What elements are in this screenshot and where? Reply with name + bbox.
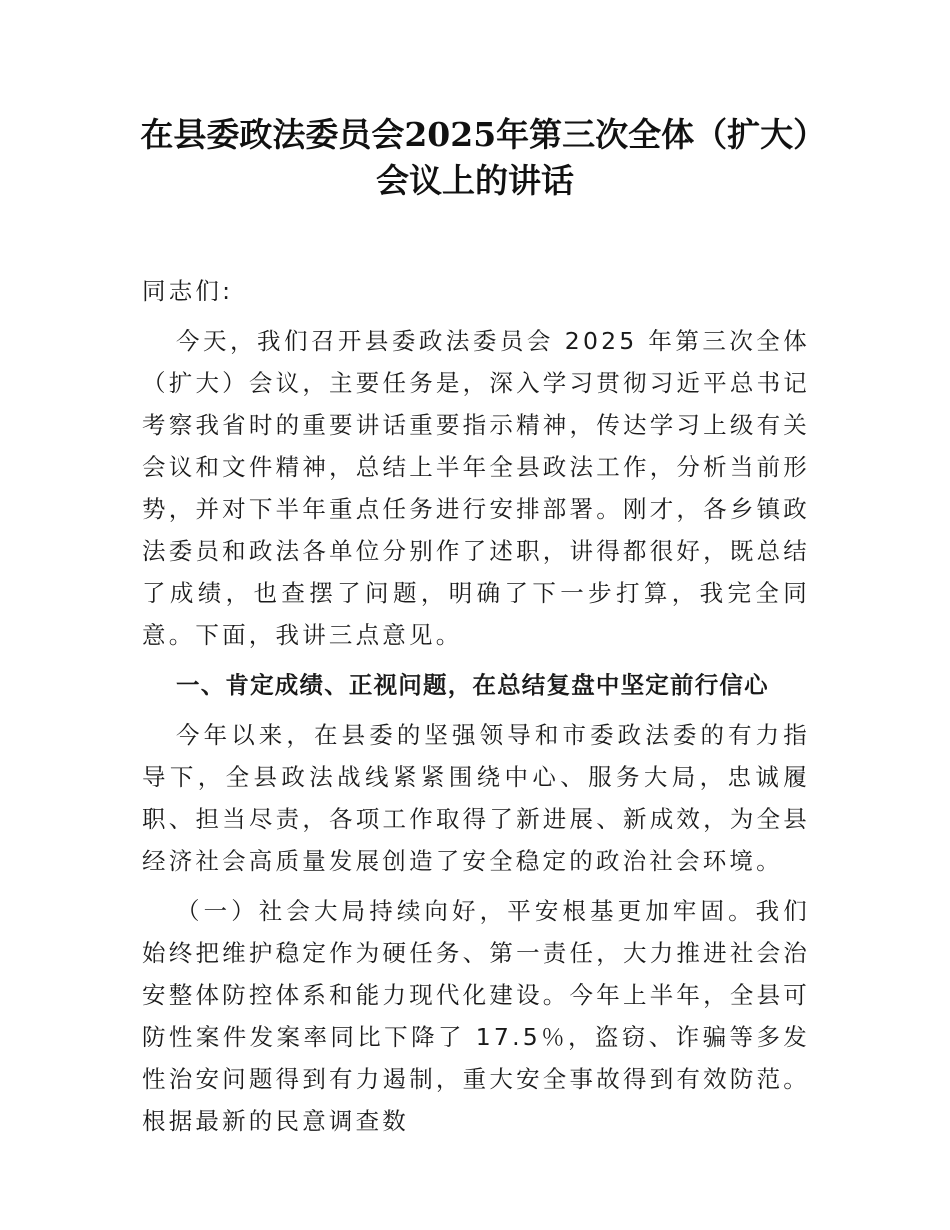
salutation: 同志们: [142,277,234,305]
document-title: 在县委政法委员会2025年第三次全体（扩大）会议上的讲话 [140,115,810,200]
section-heading: 一、肯定成绩、正视问题，在总结复盘中坚定前行信心 [176,671,769,699]
document-body [142,270,810,1142]
intro-paragraph: 今天，我们召开县委政法委员会 2025 年第三次全体（扩大）会议，主要任务是，深入学习贯彻习近平总书记考察我省时的重要讲话重要指示精神，传达学习上级有关会议和文件精神，总结上半年全县政法工作，分析当前形势，并对下半年重点任务进行安排部署。刚才，各乡镇政法委员和政法各单位分别作了述职，讲得都很好，既总结了成绩，也查摆了问题，明确了下一步打算，我完全同意。下面，我讲三点意见。 [142,327,810,649]
section-paragraph: 今年以来，在县委的坚强领导和市委政法委的有力指导下，全县政法战线紧紧围绕中心、服务大局，忠诚履职、担当尽责，各项工作取得了新进展、新成效，为全县经济社会高质量发展创造了安全稳定的政治社会环境。 [142,721,810,875]
section-paragraph: （一）社会大局持续向好，平安根基更加牢固。我们始终把维护稳定作为硬任务、第一责任，大力推进社会治安整体防控体系和能力现代化建设。今年上半年，全县可防性案件发案率同比下降了 17.5％，盗窃、诈骗等多发性治安问题得到有力遏制，重大安全事故得到有效防范。根据最新的民意调查数 [142,897,810,1135]
